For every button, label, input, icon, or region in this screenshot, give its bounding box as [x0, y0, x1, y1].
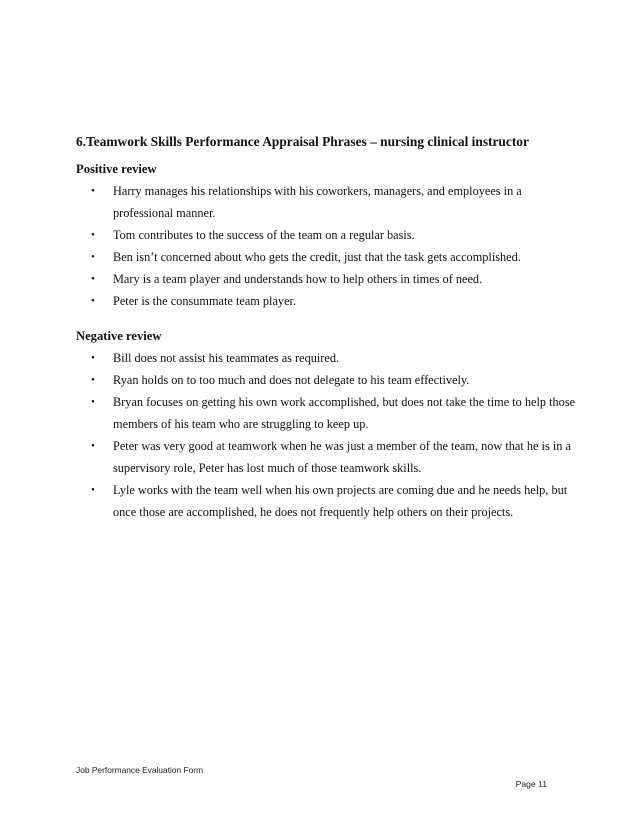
positive-review-heading: Positive review: [76, 162, 157, 176]
list-item-text: Ryan holds on to too much and does not delegate to his team effectively.: [113, 373, 470, 387]
list-item: [76, 246, 576, 268]
list-item: [76, 290, 576, 312]
list-item-text: Ben isn’t concerned about who gets the credit, just that the task gets accomplished.: [113, 250, 521, 264]
positive-review-list: [76, 180, 576, 312]
bullet-icon: •: [91, 273, 95, 285]
bullet-icon: •: [91, 185, 95, 197]
list-item: [76, 479, 576, 523]
list-item-text: Peter was very good at teamwork when he was just a member of the team, now that he is in a supervisory role, Peter has lost much of those teamwork skills.: [113, 439, 571, 475]
bullet-icon: •: [91, 251, 95, 263]
list-item-text: Bill does not assist his teammates as required.: [113, 351, 340, 365]
bullet-icon: •: [91, 374, 95, 386]
bullet-icon: •: [91, 484, 95, 496]
list-item: [76, 435, 576, 479]
list-item-text: Tom contributes to the success of the team on a regular basis.: [113, 228, 415, 242]
list-item: [76, 224, 576, 246]
section-spacer: [76, 312, 576, 327]
footer-form-name: Job Performance Evaluation Form: [76, 765, 204, 775]
section-title: 6.Teamwork Skills Performance Appraisal Phrases – nursing clinical instructor: [76, 134, 529, 149]
list-item: [76, 369, 576, 391]
negative-review-heading: Negative review: [76, 329, 162, 343]
list-item: [76, 268, 576, 290]
list-item: [76, 347, 576, 369]
document-content: [76, 133, 576, 523]
negative-review-list: [76, 347, 576, 523]
footer-page-number: Page 11: [515, 779, 547, 789]
list-item-text: Lyle works with the team well when his own projects are coming due and he needs help, but once those are accomplished, he does not frequently help others on their projects.: [113, 483, 568, 519]
list-item-text: Bryan focuses on getting his own work accomplished, but does not take the time to help those members of his team who are struggling to keep up.: [113, 395, 576, 431]
bullet-icon: •: [91, 295, 95, 307]
list-item-text: Mary is a team player and understands how to help others in times of need.: [113, 272, 483, 286]
list-item-text: Harry manages his relationships with his coworkers, managers, and employees in a professional manner.: [113, 184, 522, 220]
bullet-icon: •: [91, 229, 95, 241]
list-item-text: Peter is the consummate team player.: [113, 294, 297, 308]
bullet-icon: •: [91, 440, 95, 452]
bullet-icon: •: [91, 396, 95, 408]
list-item: [76, 180, 576, 224]
list-item: [76, 391, 576, 435]
bullet-icon: •: [91, 352, 95, 364]
